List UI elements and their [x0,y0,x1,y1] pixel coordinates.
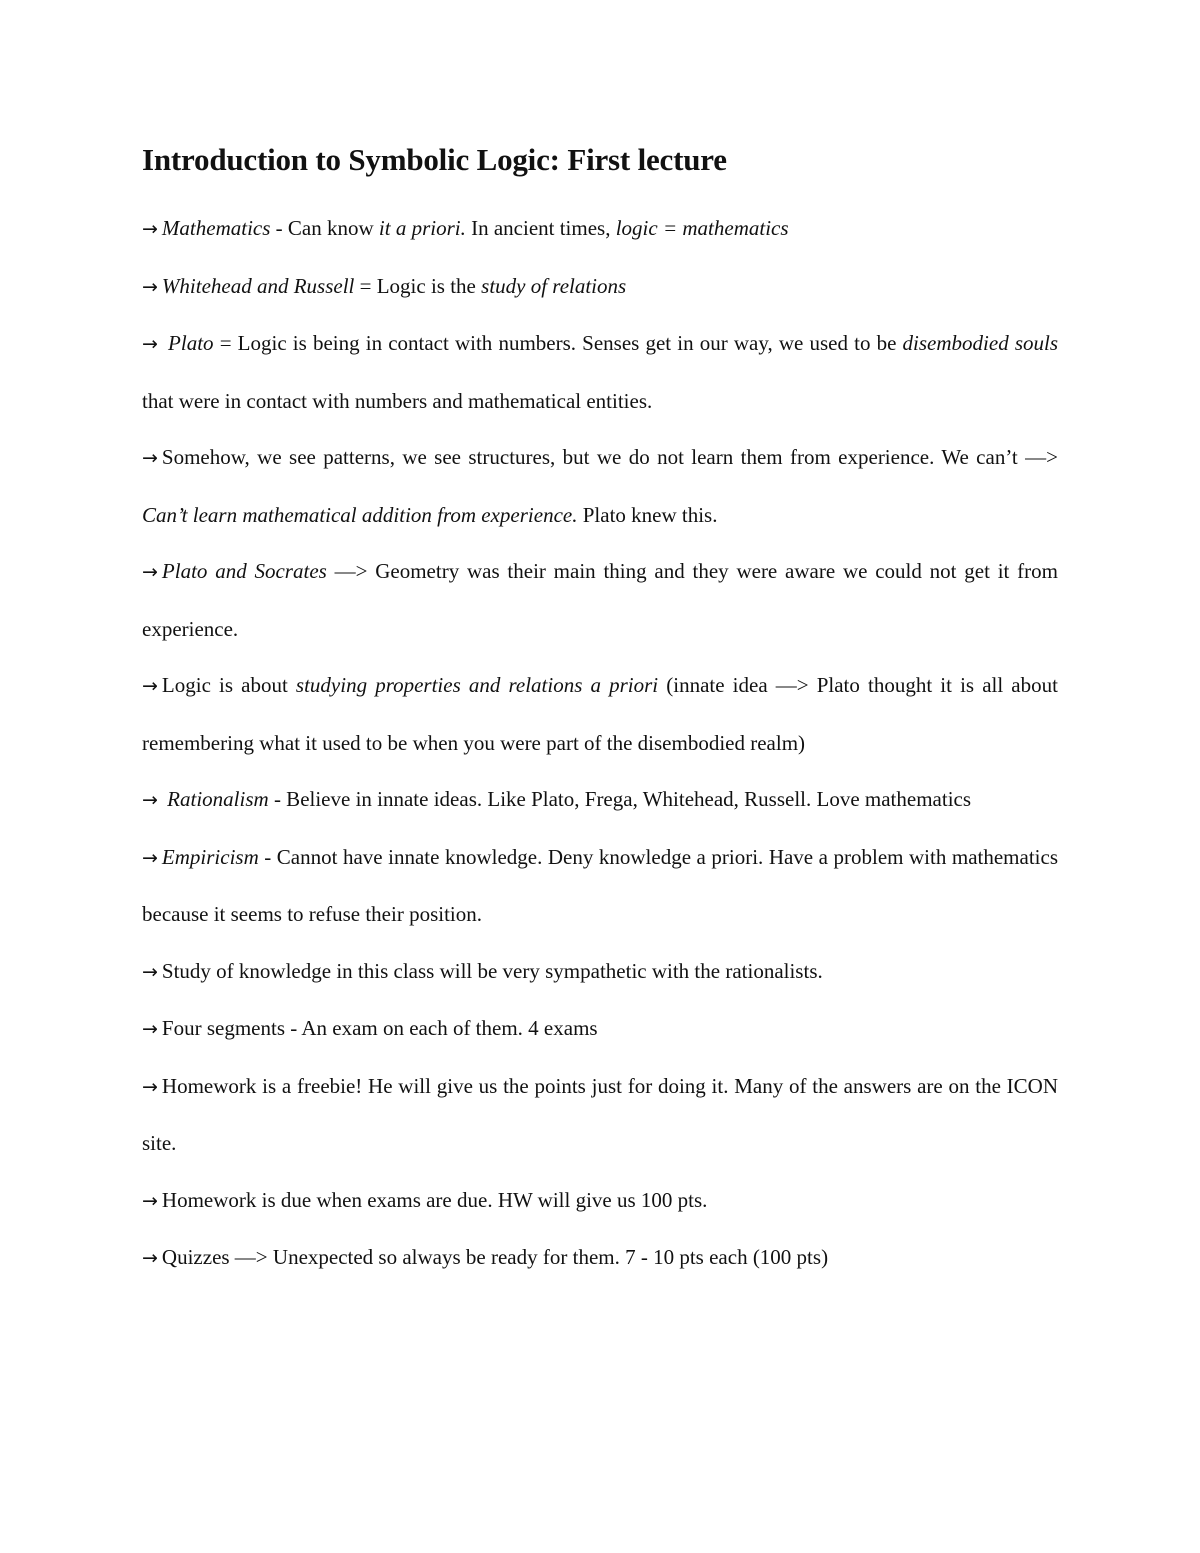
arrow-right-icon: → [142,275,158,298]
note-text: Study of knowledge in this class will be very sympathetic with the rationalists. [161,958,823,983]
notes-list [142,200,1058,1287]
arrow-right-icon: → [142,675,158,697]
note-text: In ancient times, [465,216,616,240]
note-text: —> Geometry was their main thing and they were aware we could not get it from experience. [142,559,1058,641]
note-item [142,657,1058,771]
note-text: Plato knew this. [577,502,718,527]
note-text: Somehow, we see patterns, we see structures, but we do not learn them from experience. We can’t —> [161,445,1058,469]
note-item [142,1000,1058,1058]
note-item [142,1229,1058,1287]
note-emphasis: Rationalism [161,787,269,811]
arrow-right-icon: → [142,218,158,240]
arrow-right-icon: → [142,447,158,469]
note-text: - Can know [270,216,379,240]
note-item [142,258,1058,316]
note-emphasis: Empiricism [161,844,259,869]
note-emphasis: study of relations [481,273,627,298]
note-text: that were in contact with numbers and mathematical entities. [142,388,653,413]
note-emphasis: Plato [161,331,214,355]
note-text: Homework is a freebie! He will give us the points just for doing it. Many of the answers are on the ICON site. [142,1073,1058,1155]
arrow-right-icon: → [142,846,158,869]
note-item [142,200,1058,258]
note-item [142,1058,1058,1172]
arrow-right-icon: → [142,333,158,355]
note-text: Homework is due when exams are due. HW will give us 100 pts. [161,1187,708,1212]
note-item [142,829,1058,943]
arrow-right-icon: → [142,789,158,811]
note-text: - Cannot have innate knowledge. Deny knowledge a priori. Have a problem with mathematics because it seems to refuse their position. [142,844,1058,926]
arrow-right-icon: → [142,1189,158,1212]
note-item [142,429,1058,543]
note-item [142,1172,1058,1230]
note-text: = Logic is the [354,273,482,298]
note-emphasis: Whitehead and Russell [161,273,355,298]
note-text: Four segments - An exam on each of them. 4 exams [161,1016,598,1040]
note-emphasis: Mathematics [161,216,271,240]
note-emphasis: logic = mathematics [615,216,789,240]
note-item [142,943,1058,1001]
page-title: Introduction to Symbolic Logic: First lecture [142,142,727,177]
note-text: Logic is about [161,673,296,697]
arrow-right-icon: → [142,960,158,983]
arrow-right-icon: → [142,1075,158,1098]
note-emphasis: Plato and Socrates [161,559,327,583]
note-item [142,315,1058,429]
document-page [142,138,1058,1287]
note-emphasis: Can’t learn mathematical addition from experience. [142,502,578,527]
note-text: = Logic is being in contact with numbers. Senses get in our way, we used to be [213,331,903,355]
note-text: - Believe in innate ideas. Like Plato, Frega, Whitehead, Russell. Love mathematics [268,787,972,811]
arrow-right-icon: → [142,1247,158,1269]
note-emphasis: disembodied souls [902,331,1059,355]
note-emphasis: it a priori. [378,216,466,240]
note-item [142,771,1058,829]
note-item [142,543,1058,657]
arrow-right-icon: → [142,561,158,583]
note-emphasis: studying properties and relations a priori [295,673,659,697]
note-text: Quizzes —> Unexpected so always be ready for them. 7 - 10 pts each (100 pts) [161,1245,829,1269]
arrow-right-icon: → [142,1018,158,1040]
note-text: (innate idea —> Plato thought it is all about remembering what it used to be when you were part of the disembodied realm) [142,673,1058,755]
